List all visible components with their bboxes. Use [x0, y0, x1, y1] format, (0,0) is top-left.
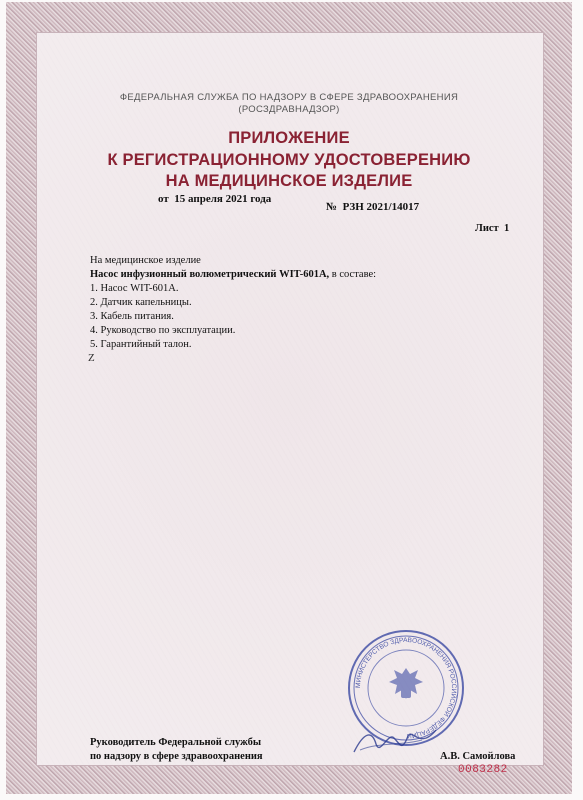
device-line: [90, 268, 376, 282]
signatory-name: А.В. Самойлова: [440, 751, 516, 762]
sheet-number: [475, 223, 509, 234]
list-item: 1. Насос WIT-601A.: [90, 283, 179, 294]
handwritten-signature: [350, 722, 440, 762]
registration-value: РЗН 2021/14017: [342, 201, 420, 213]
document-subtitle-2: НА МЕДИЦИНСКОЕ ИЗДЕЛИЕ: [165, 172, 413, 190]
seal-text: МИНИСТЕРСТВО ЗДРАВООХРАНЕНИЯ РОССИЙСКОЙ ФЕДЕРАЦИИ: [354, 636, 458, 740]
registration-number: [326, 201, 419, 213]
number-sign: №: [326, 201, 338, 213]
device-suffix: в составе:: [329, 269, 377, 280]
sheet-value: 1: [503, 223, 510, 234]
date-value: 15 апреля 2021 года: [174, 193, 272, 205]
signatory-role-line1: Руководитель Федеральной службы: [90, 737, 262, 748]
list-item: 2. Датчик капельницы.: [90, 297, 192, 308]
signatory-role: [90, 736, 263, 764]
sheet-label: Лист: [475, 223, 499, 234]
device-name: Насос инфузионный волюметрический WIT-601A,: [90, 269, 330, 280]
serial-number: 0083282: [458, 764, 508, 776]
end-of-list-mark: Z: [88, 352, 95, 364]
eagle-emblem-icon: [389, 668, 423, 699]
component-list: [90, 282, 235, 352]
signatory-role-line2: по надзору в сфере здравоохранения: [90, 751, 263, 762]
agency-name: ФЕДЕРАЛЬНАЯ СЛУЖБА ПО НАДЗОРУ В СФЕРЕ ЗДРАВООХРАНЕНИЯ: [119, 92, 459, 103]
issue-date: [158, 193, 271, 205]
intro-text: На медицинское изделие: [90, 255, 201, 266]
document-title: ПРИЛОЖЕНИЕ: [228, 129, 350, 147]
agency-abbreviation: (РОСЗДРАВНАДЗОР): [238, 104, 340, 115]
date-prefix: от: [158, 193, 169, 205]
list-item: 3. Кабель питания.: [90, 311, 174, 322]
document-subtitle-1: К РЕГИСТРАЦИОННОМУ УДОСТОВЕРЕНИЮ: [107, 151, 471, 169]
list-item: 4. Руководство по эксплуатации.: [90, 325, 236, 336]
list-item: 5. Гарантийный талон.: [90, 339, 192, 350]
